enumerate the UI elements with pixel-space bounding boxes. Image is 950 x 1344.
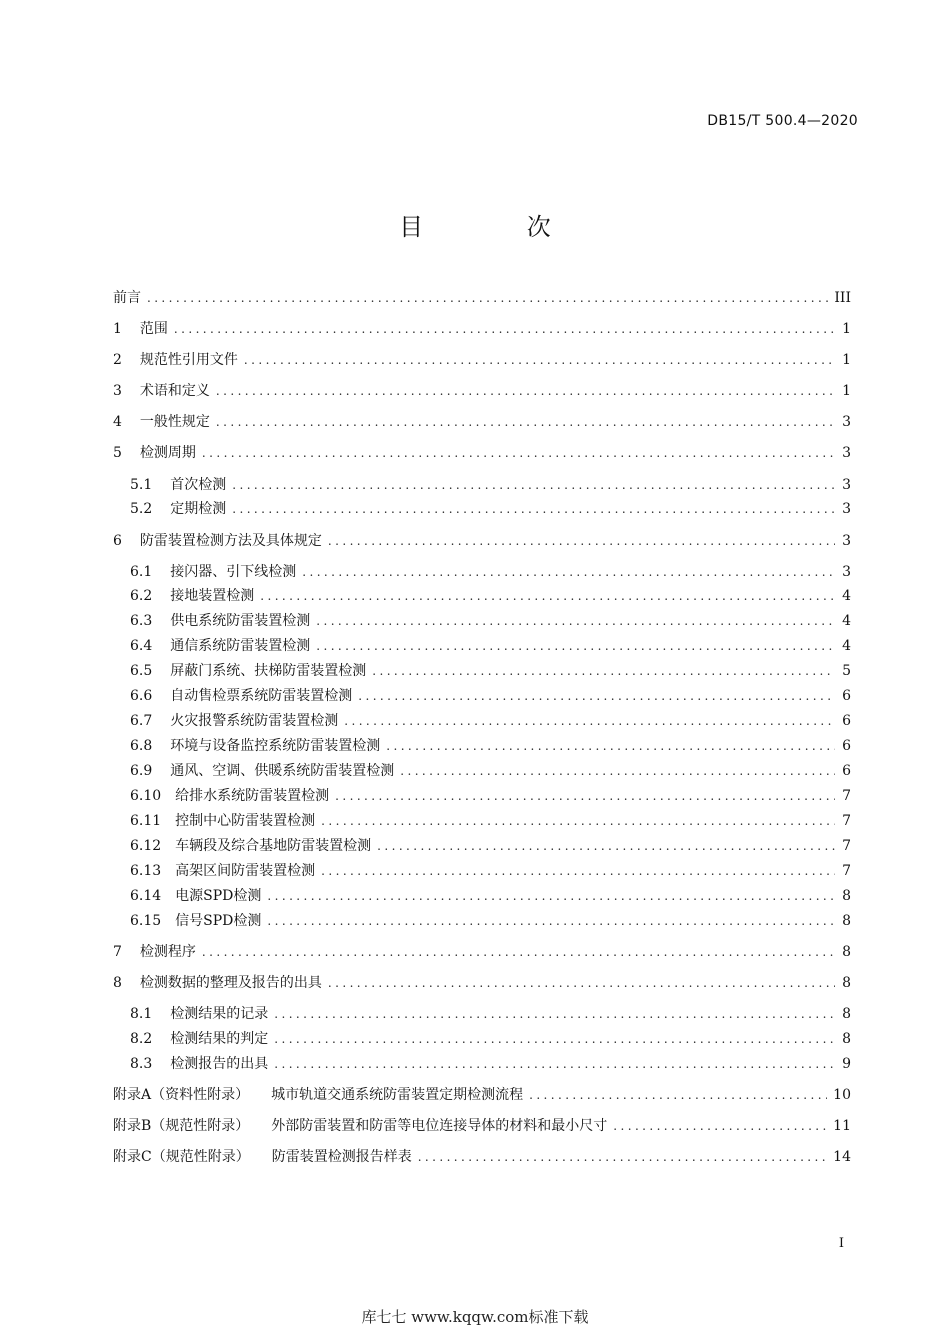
toc-entry-number: 6.9 — [130, 763, 153, 779]
toc-entry-number: 3 — [113, 383, 122, 399]
toc-entry-label: 电源SPD检测 — [175, 888, 262, 904]
toc-entry-number: 6.14 — [130, 888, 162, 904]
toc-entry-number: 6.6 — [130, 688, 153, 704]
toc-leader-dots — [202, 442, 835, 464]
toc-entry-number: 6 — [113, 533, 122, 549]
toc-entry[interactable] — [130, 735, 851, 757]
toc-entry[interactable] — [130, 585, 851, 607]
toc-entry-page: 8 — [842, 1006, 851, 1022]
toc-entry-number: 6.5 — [130, 663, 153, 679]
toc-entry-number: 6.15 — [130, 913, 162, 929]
toc-entry[interactable] — [130, 474, 851, 496]
toc-entry-page: 14 — [833, 1149, 851, 1165]
toc-entry[interactable] — [113, 318, 851, 340]
toc-leader-dots — [274, 1003, 835, 1025]
toc-entry-label: 通风、空调、供暖系统防雷装置检测 — [170, 763, 395, 779]
toc-entry-page: 3 — [842, 445, 851, 461]
toc-leader-dots — [267, 885, 835, 907]
toc-leader-dots — [344, 710, 835, 732]
document-code: DB15/T 500.4—2020 — [707, 113, 858, 129]
toc-entry-number: 6.12 — [130, 838, 162, 854]
toc-leader-dots — [174, 318, 835, 340]
toc-entry-label: 定期检测 — [170, 501, 227, 517]
toc-entry-label: 高架区间防雷装置检测 — [175, 863, 316, 879]
toc-entry-page: 7 — [842, 863, 851, 879]
toc-entry-label: 防雷装置检测方法及具体规定 — [139, 533, 322, 549]
toc-entry-label: 环境与设备监控系统防雷装置检测 — [170, 738, 381, 754]
toc-entry-label: 一般性规定 — [139, 414, 210, 430]
toc-entry-page: 3 — [842, 414, 851, 430]
toc-entry-page: 8 — [842, 888, 851, 904]
toc-entry[interactable] — [113, 1084, 851, 1106]
toc-leader-dots — [232, 498, 835, 520]
toc-leader-dots — [613, 1115, 827, 1137]
toc-entry-label: 屏蔽门系统、扶梯防雷装置检测 — [170, 663, 367, 679]
toc-leader-dots — [418, 1146, 827, 1168]
toc-entry-label: 检测结果的判定 — [170, 1031, 269, 1047]
toc-entry-number: 6.13 — [130, 863, 162, 879]
page-number: I — [838, 1236, 844, 1251]
toc-entry-number: 6.11 — [130, 813, 162, 829]
toc-entry[interactable] — [130, 498, 851, 520]
toc-entry-page: 7 — [842, 813, 851, 829]
toc-entry-page: 3 — [842, 501, 851, 517]
toc-leader-dots — [216, 380, 835, 402]
toc-entry-label: 检测程序 — [139, 944, 196, 960]
toc-entry-page: 6 — [842, 738, 851, 754]
toc-entry-number: 8.1 — [130, 1006, 153, 1022]
toc-entry-number: 8.2 — [130, 1031, 153, 1047]
toc-entry-label: 给排水系统防雷装置检测 — [175, 788, 330, 804]
toc-entry-label: 信号SPD检测 — [175, 913, 262, 929]
toc-entry-number: 6.7 — [130, 713, 153, 729]
toc-entry-page: 9 — [842, 1056, 851, 1072]
toc-entry-number: 1 — [113, 321, 122, 337]
toc-leader-dots — [274, 1028, 835, 1050]
toc-entry-number: 4 — [113, 414, 122, 430]
toc-entry-page: 5 — [842, 663, 851, 679]
toc-entry-page: 1 — [842, 321, 851, 337]
toc-entry-page: 6 — [842, 688, 851, 704]
toc-entry-label: 外部防雷装置和防雷等电位连接导体的材料和最小尺寸 — [271, 1118, 608, 1134]
toc-entry[interactable] — [113, 972, 851, 994]
toc-entry-page: 10 — [833, 1087, 851, 1103]
toc-leader-dots — [274, 1053, 835, 1075]
toc-entry[interactable] — [113, 530, 851, 552]
toc-leader-dots — [328, 530, 835, 552]
toc-leader-dots — [267, 910, 835, 932]
toc-entry-page: 8 — [842, 944, 851, 960]
toc-entry-label: 城市轨道交通系统防雷装置定期检测流程 — [271, 1087, 524, 1103]
toc-entry-label: 首次检测 — [170, 477, 227, 493]
toc-entry-page: 3 — [842, 564, 851, 580]
toc-entry[interactable] — [130, 860, 851, 882]
toc-entry[interactable] — [130, 785, 851, 807]
toc-entry-label: 自动售检票系统防雷装置检测 — [170, 688, 353, 704]
toc-entry-label: 范围 — [139, 321, 168, 337]
toc-entry[interactable] — [130, 685, 851, 707]
toc-entry[interactable] — [113, 349, 851, 371]
toc-entry-page: 7 — [842, 838, 851, 854]
toc-entry-page: 6 — [842, 763, 851, 779]
toc-entry[interactable] — [130, 810, 851, 832]
toc-entry-page: 3 — [842, 533, 851, 549]
toc-entry-number: 6.3 — [130, 613, 153, 629]
toc-entry-label: 前言 — [113, 290, 141, 306]
toc-entry-page: 1 — [842, 383, 851, 399]
toc-entry[interactable] — [130, 1003, 851, 1025]
toc-leader-dots — [302, 561, 835, 583]
toc-leader-dots — [377, 835, 835, 857]
toc-leader-dots — [358, 685, 835, 707]
toc-entry-label: 检测报告的出具 — [170, 1056, 269, 1072]
toc-leader-dots — [316, 610, 835, 632]
toc-entry[interactable] — [113, 411, 851, 433]
toc-entry[interactable] — [113, 442, 851, 464]
toc-entry-page: 8 — [842, 975, 851, 991]
toc-leader-dots — [232, 474, 835, 496]
toc-entry-number: 8 — [113, 975, 122, 991]
toc-entry-number: 5.1 — [130, 477, 153, 493]
toc-entry-number: 2 — [113, 352, 122, 368]
toc-entry-label: 控制中心防雷装置检测 — [175, 813, 316, 829]
toc-entry-number: 附录A（资料性附录） — [113, 1087, 250, 1103]
toc-entry[interactable] — [130, 1028, 851, 1050]
toc-entry-label: 术语和定义 — [139, 383, 210, 399]
toc-entry-number: 8.3 — [130, 1056, 153, 1072]
toc-entry[interactable] — [130, 910, 851, 932]
toc-entry[interactable] — [130, 710, 851, 732]
toc-entry-number: 7 — [113, 944, 122, 960]
toc-entry-page: III — [834, 290, 851, 306]
toc-entry-number: 6.8 — [130, 738, 153, 754]
toc-leader-dots — [400, 760, 835, 782]
toc-entry-number: 6.2 — [130, 588, 153, 604]
toc-entry-number: 5 — [113, 445, 122, 461]
toc-leader-dots — [328, 972, 835, 994]
toc-leader-dots — [529, 1084, 827, 1106]
toc-entry-number: 6.10 — [130, 788, 162, 804]
toc-leader-dots — [216, 411, 835, 433]
toc-entry-number: 附录B（规范性附录） — [113, 1118, 250, 1134]
toc-entry-label: 接地装置检测 — [170, 588, 255, 604]
toc-entry[interactable] — [113, 287, 851, 309]
footer-watermark: 库七七 www.kqqw.com标准下载 — [361, 1308, 589, 1326]
toc-entry-page: 1 — [842, 352, 851, 368]
toc-entry-label: 防雷装置检测报告样表 — [271, 1149, 412, 1165]
toc-entry-number: 6.4 — [130, 638, 153, 654]
toc-entry-label: 火灾报警系统防雷装置检测 — [170, 713, 339, 729]
toc-title: 目 次 — [399, 213, 599, 241]
toc-leader-dots — [335, 785, 835, 807]
toc-entry-label: 检测周期 — [139, 445, 196, 461]
toc-leader-dots — [321, 860, 835, 882]
toc-entry[interactable] — [130, 635, 851, 657]
toc-entry[interactable] — [130, 660, 851, 682]
toc-entry[interactable] — [130, 561, 851, 583]
toc-leader-dots — [372, 660, 835, 682]
toc-entry-label: 车辆段及综合基地防雷装置检测 — [175, 838, 372, 854]
toc-entry-page: 4 — [842, 638, 851, 654]
toc-entry[interactable] — [130, 610, 851, 632]
toc-entry-page: 7 — [842, 788, 851, 804]
toc-entry-page: 8 — [842, 913, 851, 929]
toc-entry[interactable] — [113, 1115, 851, 1137]
toc-entry[interactable] — [113, 941, 851, 963]
toc-entry[interactable] — [130, 760, 851, 782]
toc-entry-page: 4 — [842, 613, 851, 629]
toc-entry[interactable] — [130, 885, 851, 907]
toc-leader-dots — [386, 735, 835, 757]
toc-leader-dots — [244, 349, 835, 371]
toc-entry-page: 6 — [842, 713, 851, 729]
toc-entry-label: 规范性引用文件 — [139, 352, 238, 368]
toc-entry-page: 4 — [842, 588, 851, 604]
toc-entry-page: 3 — [842, 477, 851, 493]
toc-leader-dots — [202, 941, 835, 963]
toc-entry-page: 8 — [842, 1031, 851, 1047]
toc-entry-label: 检测数据的整理及报告的出具 — [139, 975, 322, 991]
toc-leader-dots — [147, 287, 828, 309]
toc-entry-number: 5.2 — [130, 501, 153, 517]
toc-entry-label: 检测结果的记录 — [170, 1006, 269, 1022]
toc-entry-number: 6.1 — [130, 564, 153, 580]
toc-entry[interactable] — [130, 835, 851, 857]
toc-entry-label: 接闪器、引下线检测 — [170, 564, 297, 580]
toc-entry-number: 附录C（规范性附录） — [113, 1149, 250, 1165]
toc-entry[interactable] — [113, 380, 851, 402]
toc-entry[interactable] — [130, 1053, 851, 1075]
toc-entry-page: 11 — [833, 1118, 851, 1134]
toc-leader-dots — [260, 585, 835, 607]
toc-entry-label: 通信系统防雷装置检测 — [170, 638, 311, 654]
toc-leader-dots — [316, 635, 835, 657]
toc-entry[interactable] — [113, 1146, 851, 1168]
toc-leader-dots — [321, 810, 835, 832]
toc-entry-label: 供电系统防雷装置检测 — [170, 613, 311, 629]
